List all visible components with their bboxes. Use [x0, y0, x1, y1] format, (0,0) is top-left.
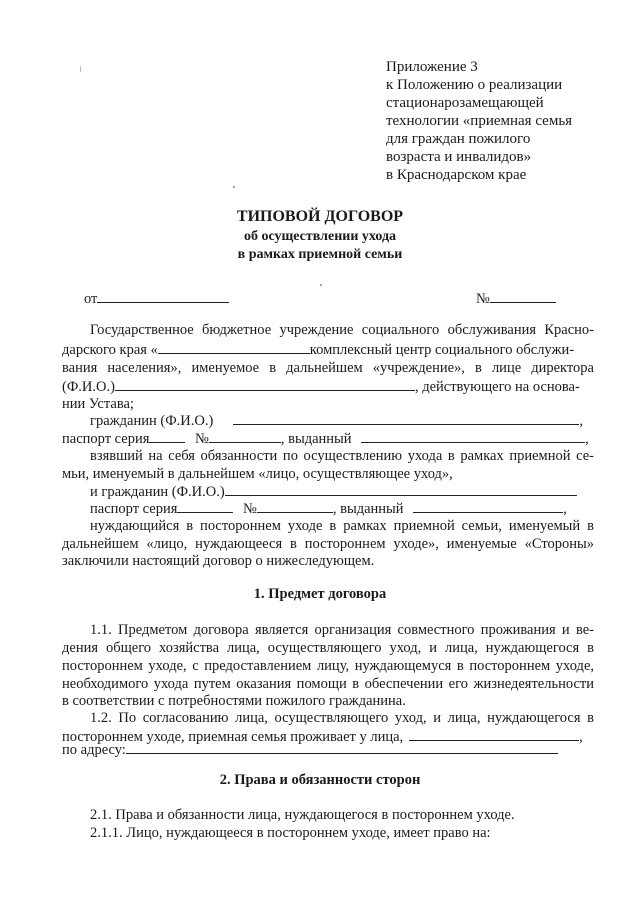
passport1-number-blank[interactable] — [209, 429, 281, 443]
passport-number-label: № — [243, 501, 257, 517]
scan-speck — [80, 66, 81, 72]
passport2-series-blank[interactable] — [177, 499, 233, 513]
appendix-line: возраста и инвалидов» — [386, 149, 532, 165]
intro-text: , действующего на основа- — [414, 379, 580, 395]
citizen1-label: гражданин (Ф.И.О.) — [90, 413, 214, 429]
institution-name-blank[interactable] — [158, 340, 310, 354]
scan-speck — [233, 186, 235, 188]
paragraph-line: дения общего хозяйства лица, осуществляющего уход, и лица, нуждающегося в — [62, 640, 594, 656]
passport1-issued-blank[interactable] — [361, 429, 585, 443]
passport2-issued-blank[interactable] — [413, 499, 563, 513]
comma: , — [585, 431, 589, 447]
passport1-line — [62, 429, 589, 448]
needy-line: дальнейшем «лицо, нуждающееся в постороннем уходе», именуемые «Стороны» — [62, 536, 594, 552]
document-title: ТИПОВОЙ ДОГОВОР — [236, 208, 404, 225]
passport-label: паспорт серия — [90, 501, 178, 517]
passport-issued-label: , выданный — [332, 501, 404, 517]
passport-label: паспорт серия — [62, 431, 150, 447]
document-subtitle: в рамках приемной семьи — [237, 247, 403, 262]
director-name-blank[interactable] — [115, 377, 415, 391]
passport-number-label: № — [195, 431, 209, 447]
citizen2-label: и гражданин (Ф.И.О.) — [90, 484, 225, 500]
appendix-line: технологии «приемная семья — [386, 113, 573, 129]
paragraph-line: 1.1. Предметом договора является организация совместного проживания и ве- — [90, 622, 594, 638]
paragraph-line: 2.1.1. Лицо, нуждающееся в постороннем уходе, имеет право на: — [90, 825, 491, 841]
passport-issued-label: , выданный — [280, 431, 352, 447]
person-blank[interactable] — [409, 727, 579, 741]
address-blank[interactable] — [126, 740, 558, 754]
paragraph-line: 2.1. Права и обязанности лица, нуждающегося в постороннем уходе. — [90, 807, 515, 823]
needy-line: заключили настоящий договор о нижеследующем. — [62, 553, 375, 569]
document-subtitle: об осуществлении ухода — [243, 229, 397, 244]
passport2-line — [90, 499, 567, 518]
citizen2-name-blank[interactable] — [225, 482, 577, 496]
appendix-note — [386, 58, 572, 184]
intro-text: дарского края « — [62, 342, 158, 358]
citizen1-name-blank[interactable] — [233, 411, 579, 425]
paragraph-line: 1.2. По согласованию лица, осуществляющего уход, и лица, нуждающегося в — [90, 710, 594, 726]
date-label: от — [84, 291, 98, 307]
number-blank[interactable] — [490, 289, 556, 303]
scan-speck — [320, 284, 322, 286]
passport2-number-blank[interactable] — [257, 499, 333, 513]
needy-line: нуждающийся в постороннем уходе в рамках приемной семьи, именуемый в — [90, 518, 594, 534]
date-field — [84, 289, 229, 308]
appendix-line: в Краснодарском крае — [386, 167, 527, 183]
comma: , — [563, 501, 567, 517]
paragraph-line: постороннем уходе, с предоставлением лицу, нуждающемуся в постороннем уходе, — [62, 658, 594, 674]
appendix-line: для граждан пожилого — [386, 131, 531, 147]
date-blank[interactable] — [97, 289, 229, 303]
intro-line: нии Устава; — [62, 396, 134, 412]
intro-line: вания населения», именуемое в дальнейшем «учреждение», в лице директора — [62, 360, 594, 376]
appendix-line: Приложение 3 — [386, 59, 478, 75]
paragraph-line: необходимого ухода путем оказания помощи в обеспечении его жизнедеятельности — [62, 676, 594, 692]
intro-text: комплексный центр социального обслужи- — [309, 342, 575, 358]
paragraph-text: постороннем уходе, приемная семья проживает у лица, — [62, 729, 404, 745]
obligation-line: взявший на себя обязанности по осуществлению ухода в рамках приемной се- — [90, 448, 594, 464]
comma: , — [579, 729, 583, 745]
section-heading: 1. Предмет договора — [253, 586, 387, 602]
intro-text: (Ф.И.О.) — [62, 379, 115, 395]
obligation-line: мьи, именуемый в дальнейшем «лицо, осуществляющее уход», — [62, 466, 453, 482]
address-label: по адресу: — [62, 742, 126, 758]
number-label: № — [476, 291, 490, 307]
address-line — [62, 740, 558, 759]
appendix-line: к Положению о реализации — [386, 77, 563, 93]
intro-line: Государственное бюджетное учреждение социального обслуживания Красно- — [90, 322, 594, 338]
section-heading: 2. Права и обязанности сторон — [219, 772, 421, 788]
citizen1-line — [90, 411, 583, 430]
intro-line — [62, 340, 574, 359]
passport1-series-blank[interactable] — [149, 429, 185, 443]
contract-number-field — [476, 289, 556, 308]
intro-line — [62, 377, 580, 396]
comma: , — [579, 413, 583, 429]
appendix-line: стационарозамещающей — [386, 95, 544, 111]
paragraph-line: в соответствии с потребностями пожилого гражданина. — [62, 693, 406, 709]
